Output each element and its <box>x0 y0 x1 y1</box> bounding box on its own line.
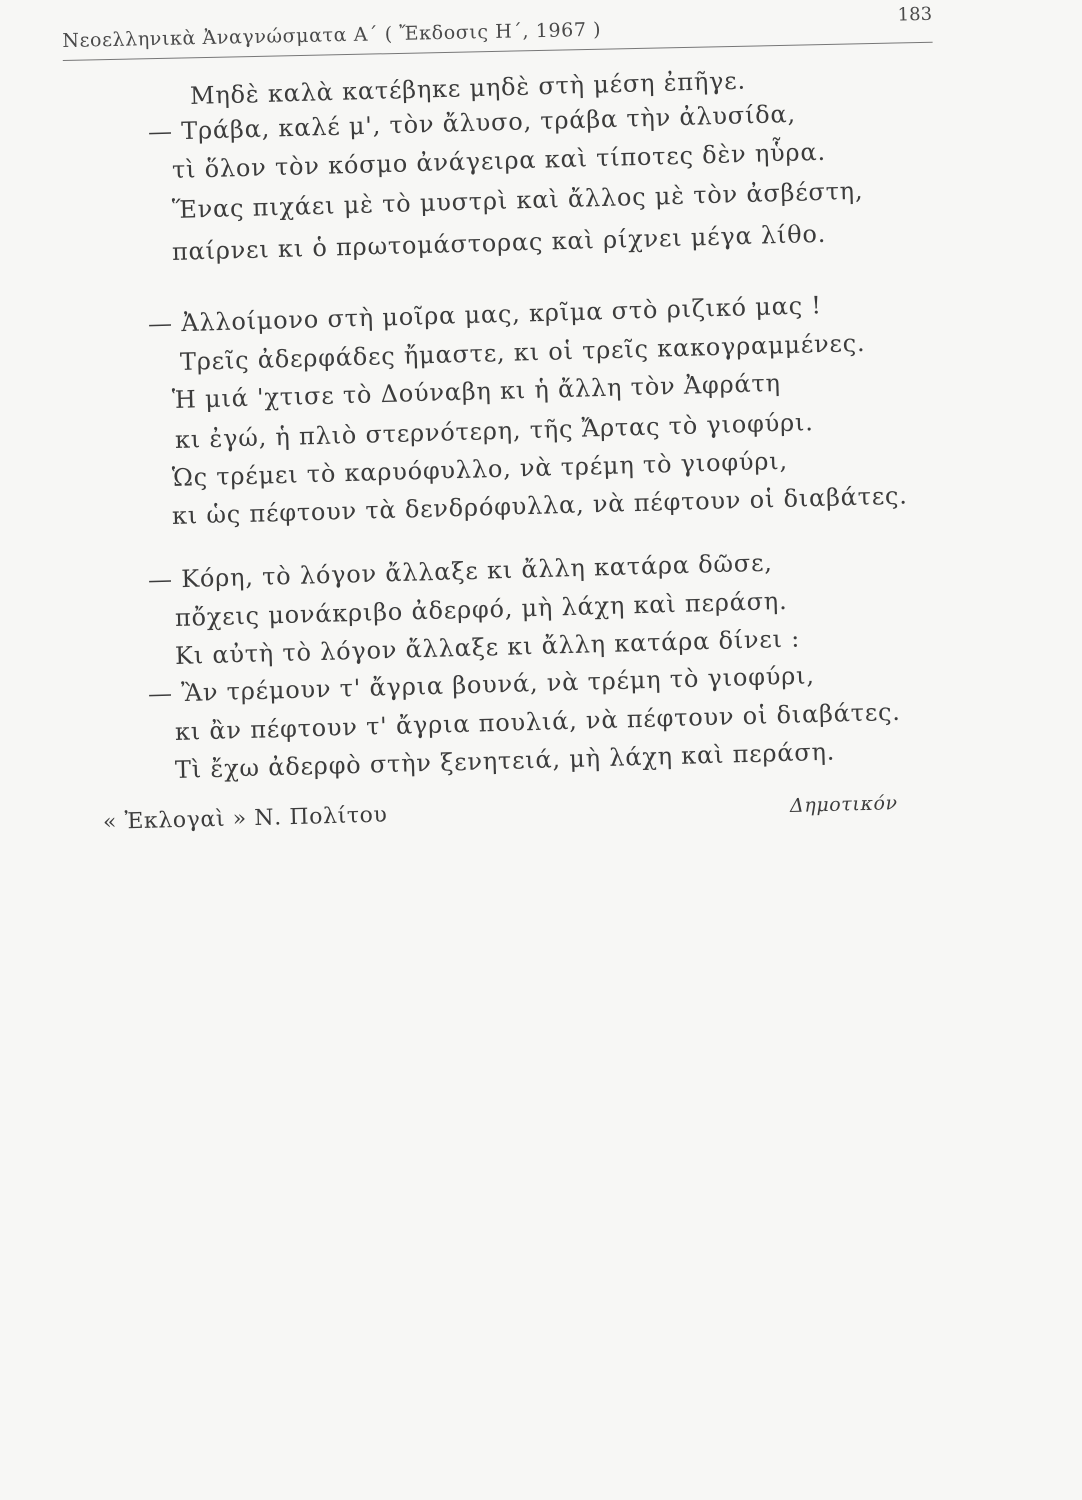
verse-line: πὄχεις μονάκριβο ἀδερφό, μὴ λάχη καὶ περάση. <box>174 586 788 632</box>
verse-line: — Τράβα, καλέ μ', τὸν ἄλυσο, τράβα τὴν ἀλυσίδα, <box>147 99 797 146</box>
genre-label: Δημοτικόν <box>789 792 898 817</box>
source-citation: « Ἐκλογαὶ » Ν. Πολίτου <box>102 802 388 835</box>
verse-line: Τὶ ἔχω ἀδερφὸ στὴν ξενητειά, μὴ λάχη καὶ περάση. <box>174 737 836 784</box>
verse-line: — Ἂν τρέμουν τ' ἄγρια βουνά, νὰ τρέμη τὸ γιοφύρι, <box>147 661 816 708</box>
verse-line: Μηδὲ καλὰ κατέβηκε μηδὲ στὴ μέση ἐπῆγε. <box>189 66 747 110</box>
verse-line: Ἡ μιά 'χτισε τὸ Δούναβη κι ἡ ἄλλη τὸν Ἀφράτη <box>171 369 782 414</box>
verse-line: Ἕνας πιχάει μὲ τὸ μυστρὶ καὶ ἄλλος μὲ τὸν ἀσβέστη, <box>171 176 864 224</box>
running-head-title: Νεοελληνικὰ Ἀναγνώσματα Α΄ ( Ἔκδοσις Η΄, 1967 ) <box>62 18 602 52</box>
verse-line: Τρεῖς ἀδερφάδες ἤμαστε, κι οἱ τρεῖς κακογραμμένες. <box>179 328 866 376</box>
verse-line: — Ἀλλοίμονο στὴ μοῖρα μας, κρῖμα στὸ ριζικό μας ! <box>147 291 823 338</box>
verse-line: παίρνει κι ὁ πρωτομάστορας καὶ ρίχνει μέγα λίθο. <box>171 219 827 266</box>
verse-line: κι ἂν πέφτουν τ' ἄγρια πουλιά, νὰ πέφτουν οἱ διαβάτες. <box>174 697 902 746</box>
verse-line: Κι αὐτὴ τὸ λόγον ἄλλαξε κι ἄλλη κατάρα δίνει : <box>174 624 801 670</box>
verse-line: τὶ ὅλον τὸν κόσμο ἀνάγειρα καὶ τίποτες δὲν ηὗρα. <box>171 137 827 184</box>
verse-line: κι ὡς πέφτουν τὰ δενδρόφυλλα, νὰ πέφτουν οἱ διαβάτες. <box>171 481 909 530</box>
verse-line: — Κόρη, τὸ λόγον ἄλλαξε κι ἄλλη κατάρα δῶσε, <box>147 548 774 594</box>
page-number: 183 <box>897 3 933 26</box>
verse-line: Ὡς τρέμει τὸ καρυόφυλλο, νὰ τρέμη τὸ γιοφύρι, <box>171 446 789 492</box>
verse-line: κι ἐγώ, ἡ πλιὸ στερνότερη, τῆς Ἄρτας τὸ γιοφύρι. <box>174 408 814 454</box>
